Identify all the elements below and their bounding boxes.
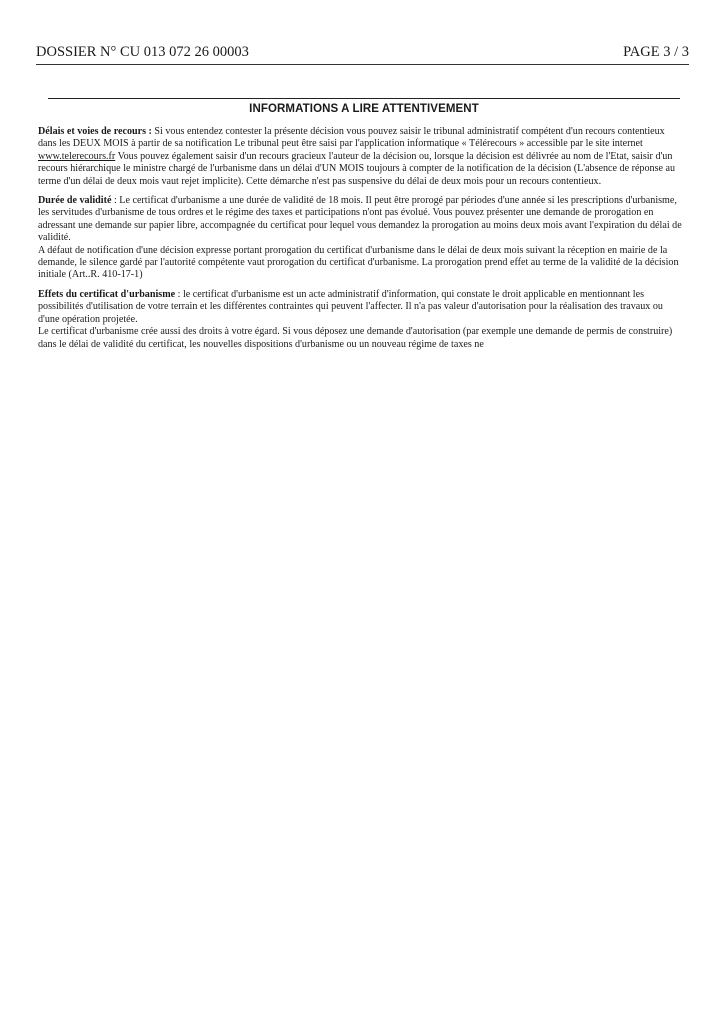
section-title: INFORMATIONS A LIRE ATTENTIVEMENT [249, 103, 479, 115]
duree-text: : Le certificat d'urbanisme a une durée de validité de 18 mois. Il peut être prorogé par périodes d'une année si les prescriptions d'urbanisme, les servitudes d'urbanisme de tous ordres et le régime des taxes et participations n'ont pas évolué. Vous pouvez présenter une demande de prorogation en adressant une demande sur papier libre, accompagnée du certificat pour lequel vous demandez la prorogation au moins deux mois avant l'expiration du délai de validité. [38, 195, 682, 244]
duree-text-2: A défaut de notification d'une décision expresse portant prorogation du certificat d'urbanisme dans le délai de deux mois suivant la réception en mairie de la demande, le silence gardé par l'autorité compétente vaut prorogation du certificat d'urbanisme. La prorogation prend effet au terme de la validité de la décision initiale (Art..R. 410-17-1) [38, 244, 679, 281]
term-duree-validite: Durée de validité [38, 195, 112, 207]
dossier-number: DOSSIER N° CU 013 072 26 00003 [36, 44, 249, 60]
page-header [36, 44, 689, 65]
term-effets-certificat: Effets du certificat d'urbanisme [38, 288, 176, 300]
page-number: PAGE 3 / 3 [623, 44, 689, 60]
section-divider [48, 98, 680, 99]
paragraph-effets-certificat [38, 289, 684, 351]
telerecours-link[interactable]: www.telerecours.fr [38, 150, 116, 162]
effets-text-2: Le certificat d'urbanisme crée aussi des droits à votre égard. Si vous déposez une demande d'autorisation (par exemple une demande de permis de construire) dans le délai de validité du certificat, les nouvelles dispositions d'urbanisme ou un nouveau régime de taxes ne [38, 326, 673, 350]
paragraph-duree-validite [38, 195, 684, 282]
delais-text-continued: Vous pouvez également saisir d'un recours gracieux l'auteur de la décision ou, lorsque la décision est délivrée au nom de l'Etat, saisir d'un recours hiérarchique le ministre chargé de l'urbanisme dans un délai d'UN MOIS toujours à compter de la notification de la décision (L'absence de réponse au terme d'un délai de deux mois vaut rejet implicite). Cette démarche n'est pas suspensive du délai de deux mois pour un recours contentieux. [38, 150, 676, 187]
effets-text: : le certificat d'urbanisme est un acte administratif d'information, qui constate le droit applicable en mentionnant les possibilités d'utilisation de votre terrain et les différentes contraintes qui peuvent l'affecter. Il n'a pas valeur d'autorisation pour la réalisation des travaux ou d'une opération projetée. [38, 288, 663, 325]
paragraph-delais-recours [38, 126, 684, 188]
term-delais-recours: Délais et voies de recours : [38, 126, 152, 137]
document-body [38, 126, 684, 358]
delais-text: Si vous entendez contester la présente décision vous pouvez saisir le tribunal administratif compétent d'un recours contentieux dans les DEUX MOIS à partir de sa notification Le tribunal peut être saisi par l'application informatique « Télérecours » accessible par le site internet [38, 126, 665, 150]
